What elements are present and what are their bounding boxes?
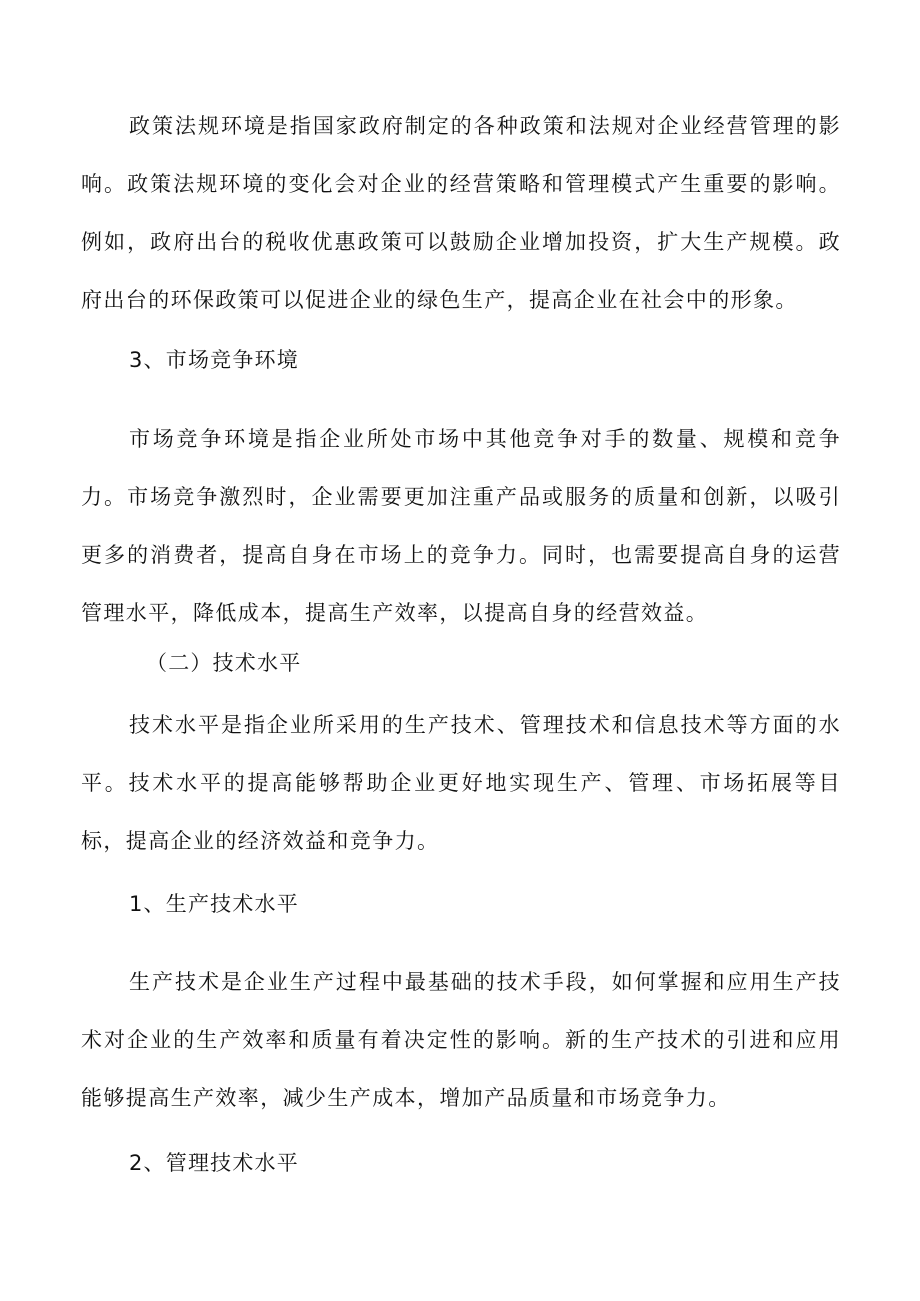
technology-level-paragraph: 技术水平是指企业所采用的生产技术、管理技术和信息技术等方面的水平。技术水平的提高能够帮助企业更好地实现生产、管理、市场拓展等目标，提高企业的经济效益和竞争力。	[81, 713, 841, 853]
market-competition-heading: 3、市场竞争环境	[129, 348, 299, 372]
market-competition-paragraph: 市场竞争环境是指企业所处市场中其他竞争对手的数量、规模和竞争力。市场竞争激烈时，企业需要更加注重产品或服务的质量和创新，以吸引更多的消费者，提高自身在市场上的竞争力。同时，也需要提高自身的运营管理水平，降低成本，提高生产效率，以提高自身的经营效益。	[81, 427, 841, 625]
production-technology-heading: 1、生产技术水平	[129, 892, 299, 916]
policy-environment-paragraph: 政策法规环境是指国家政府制定的各种政策和法规对企业经营管理的影响。政策法规环境的变化会对企业的经营策略和管理模式产生重要的影响。例如，政府出台的税收优惠政策可以鼓励企业增加投资，扩大生产规模。政府出台的环保政策可以促进企业的绿色生产，提高企业在社会中的形象。	[81, 114, 841, 312]
management-technology-heading: 2、管理技术水平	[129, 1151, 299, 1175]
production-technology-paragraph: 生产技术是企业生产过程中最基础的技术手段，如何掌握和应用生产技术对企业的生产效率和质量有着决定性的影响。新的生产技术的引进和应用能够提高生产效率，减少生产成本，增加产品质量和市场竞争力。	[81, 970, 841, 1110]
technology-level-heading: （二）技术水平	[146, 651, 302, 675]
